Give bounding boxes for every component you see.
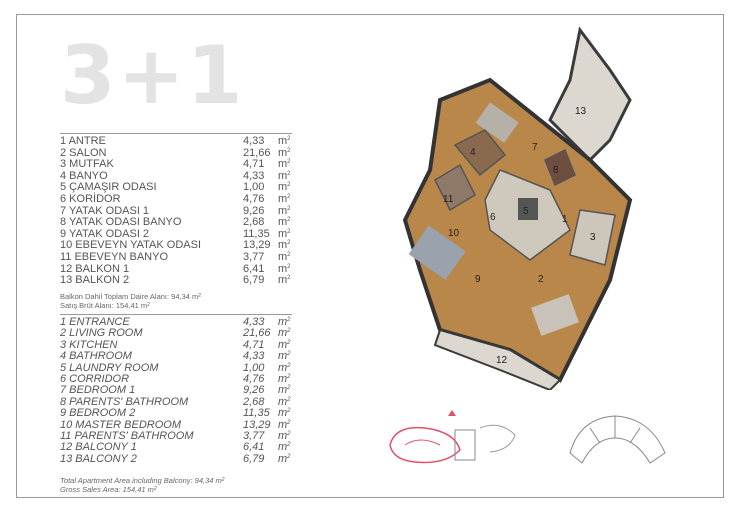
room-unit: $m^2$ [278, 327, 291, 340]
room-unit: $m^2$ [278, 429, 291, 442]
room-unit: $m^2$ [278, 452, 291, 465]
en-room-row [60, 351, 300, 362]
room-label: 7 BEDROOM 1 [60, 384, 136, 397]
room-label: 10 EBEVEYN YATAK ODASI [60, 239, 202, 252]
plan-number-5: 5 [523, 206, 529, 217]
room-label: 2 SALON [60, 146, 107, 159]
room-unit: $m^2$ [278, 204, 291, 217]
room-area: 4,33 [243, 316, 265, 328]
total-area-tr: Balkon Dahil Toplam Daire Alanı: 94,34 m [60, 292, 199, 301]
plan-number-8: 8 [553, 165, 559, 176]
room-unit: $m^2$ [278, 262, 291, 275]
room-label: 4 BANYO [60, 169, 108, 182]
room-unit: $m^2$ [278, 169, 291, 182]
floor-plan [360, 20, 650, 390]
room-area: 6,79 [243, 274, 265, 287]
room-area: 6,79 [243, 452, 265, 465]
room-unit: $m^2$ [278, 158, 291, 171]
tr-room-row [60, 252, 300, 264]
room-unit: $m^2$ [278, 372, 291, 385]
room-label: 8 YATAK ODASI BANYO [60, 216, 182, 229]
north-arrow-icon [448, 410, 456, 416]
plan-number-9: 9 [475, 274, 481, 285]
plan-number-3: 3 [590, 232, 596, 243]
room-label: 5 ÇAMAŞIR ODASI [60, 181, 157, 194]
totals-turkish: Balkon Dahil Toplam Daire Alanı: 94,34 $m^2$ Satış Brüt Alanı: 154,41 $m^2$ [60, 292, 202, 310]
room-label: 7 YATAK ODASI 1 [60, 204, 150, 217]
room-area: 4,33 [243, 135, 265, 147]
room-unit: $m^2$ [278, 361, 291, 374]
room-unit: $m^2$ [278, 181, 291, 194]
room-label: 4 BATHROOM [60, 350, 132, 363]
total-area-en: Total Apartment Area including Balcony: 94,34 m [60, 476, 222, 485]
room-area: 13,29 [243, 239, 271, 252]
room-label: 1 ANTRE [60, 135, 106, 147]
site-key-plan [385, 410, 525, 475]
room-unit: $m^2$ [278, 274, 291, 287]
room-area: 1,00 [243, 361, 265, 374]
room-label: 9 BEDROOM 2 [60, 407, 136, 420]
room-area: 4,71 [243, 338, 265, 351]
room-label: 6 KORİDOR [60, 192, 121, 205]
room-label: 12 BALKON 1 [60, 262, 130, 275]
room-area: 11,35 [243, 407, 270, 420]
plan-number-11: 11 [443, 194, 454, 205]
room-area: 3,77 [243, 429, 265, 442]
room-label: 13 BALKON 2 [60, 274, 130, 287]
site-outline [390, 428, 460, 463]
room-area: 4,33 [243, 350, 265, 363]
room-area: 2,68 [243, 395, 265, 408]
gross-area-en: Gross Sales Area: 154,41 m [60, 485, 154, 494]
room-label: 3 KITCHEN [60, 338, 118, 351]
room-area: 13,29 [243, 418, 271, 431]
room-unit: $m^2$ [278, 316, 291, 328]
gross-area-tr: Satış Brüt Alanı: 154,41 m [60, 301, 148, 310]
room-area: 6,41 [243, 262, 265, 275]
room-list-turkish [60, 136, 300, 287]
room-unit: $m^2$ [278, 146, 291, 159]
room-label: 10 MASTER BEDROOM [60, 418, 182, 431]
site-inner-curve [405, 440, 440, 445]
divider [60, 314, 292, 315]
room-unit: $m^2$ [278, 227, 291, 240]
room-unit: $m^2$ [278, 418, 291, 431]
room-unit: $m^2$ [278, 384, 291, 397]
room-label: 6 CORRIDOR [60, 372, 130, 385]
room-area: 4,76 [243, 372, 265, 385]
room-label: 1 ENTRANCE [60, 316, 130, 328]
room-unit: $m^2$ [278, 338, 291, 351]
plan-number-12: 12 [496, 355, 508, 366]
floor-key-divider [630, 428, 640, 443]
room-unit: $m^2$ [278, 395, 291, 408]
room-label: 9 YATAK ODASI 2 [60, 227, 150, 240]
room-unit: $m^2$ [278, 441, 291, 454]
plan-number-10: 10 [448, 228, 460, 239]
divider [60, 133, 292, 134]
plan-number-1: 1 [562, 214, 568, 225]
plan-number-2: 2 [538, 274, 544, 285]
room-area: 1,00 [243, 181, 265, 194]
room-area: 4,71 [243, 158, 265, 171]
room-label: 12 BALCONY 1 [60, 441, 137, 454]
room-area: 21,66 [243, 146, 271, 159]
room-area: 3,77 [243, 250, 265, 263]
en-room-row [60, 408, 300, 419]
tr-room-row [60, 136, 300, 148]
tr-room-row [60, 217, 300, 229]
room-unit: $m^2$ [278, 239, 291, 252]
plan-number-7: 7 [532, 142, 538, 153]
floor-key-outline [570, 416, 665, 463]
totals-english: Total Apartment Area including Balcony: 94,34 $m^2$ Gross Sales Area: 154,41 $m^2$ [60, 476, 225, 494]
room-unit: $m^2$ [278, 135, 291, 147]
room-area: 21,66 [243, 327, 271, 340]
plan-number-6: 6 [490, 212, 496, 223]
plan-number-4: 4 [470, 147, 476, 158]
room-label: 8 PARENTS' BATHROOM [60, 395, 189, 408]
room-area: 6,41 [243, 441, 265, 454]
room-area: 4,76 [243, 192, 265, 205]
room-area: 11,35 [243, 227, 270, 240]
room-label: 2 LIVING ROOM [60, 327, 143, 340]
apartment-type-title: 3+1 [60, 29, 245, 122]
room-label: 3 MUTFAK [60, 158, 114, 171]
room-area: 9,26 [243, 384, 265, 397]
room-area: 9,26 [243, 204, 265, 217]
plan-number-13: 13 [575, 106, 587, 117]
room-unit: $m^2$ [278, 407, 291, 420]
room-list-english [60, 317, 300, 465]
room-label: 11 EBEVEYN BANYO [60, 250, 169, 263]
room-unit: $m^2$ [278, 350, 291, 363]
en-room-row [60, 442, 300, 453]
site-outline-right [480, 425, 515, 452]
floor-key-divider [590, 428, 600, 443]
room-unit: $m^2$ [278, 216, 291, 229]
room-label: 13 BALCONY 2 [60, 452, 137, 465]
room-unit: $m^2$ [278, 192, 291, 205]
room-unit: $m^2$ [278, 250, 291, 263]
tr-room-row [60, 275, 300, 287]
tr-room-row [60, 194, 300, 206]
room-label: 11 PARENTS' BATHROOM [60, 429, 194, 442]
en-room-row [60, 454, 300, 465]
floor-key-plan [560, 408, 675, 473]
room-area: 2,68 [243, 216, 265, 229]
room-label: 5 LAUNDRY ROOM [60, 361, 159, 374]
room-area: 4,33 [243, 169, 265, 182]
